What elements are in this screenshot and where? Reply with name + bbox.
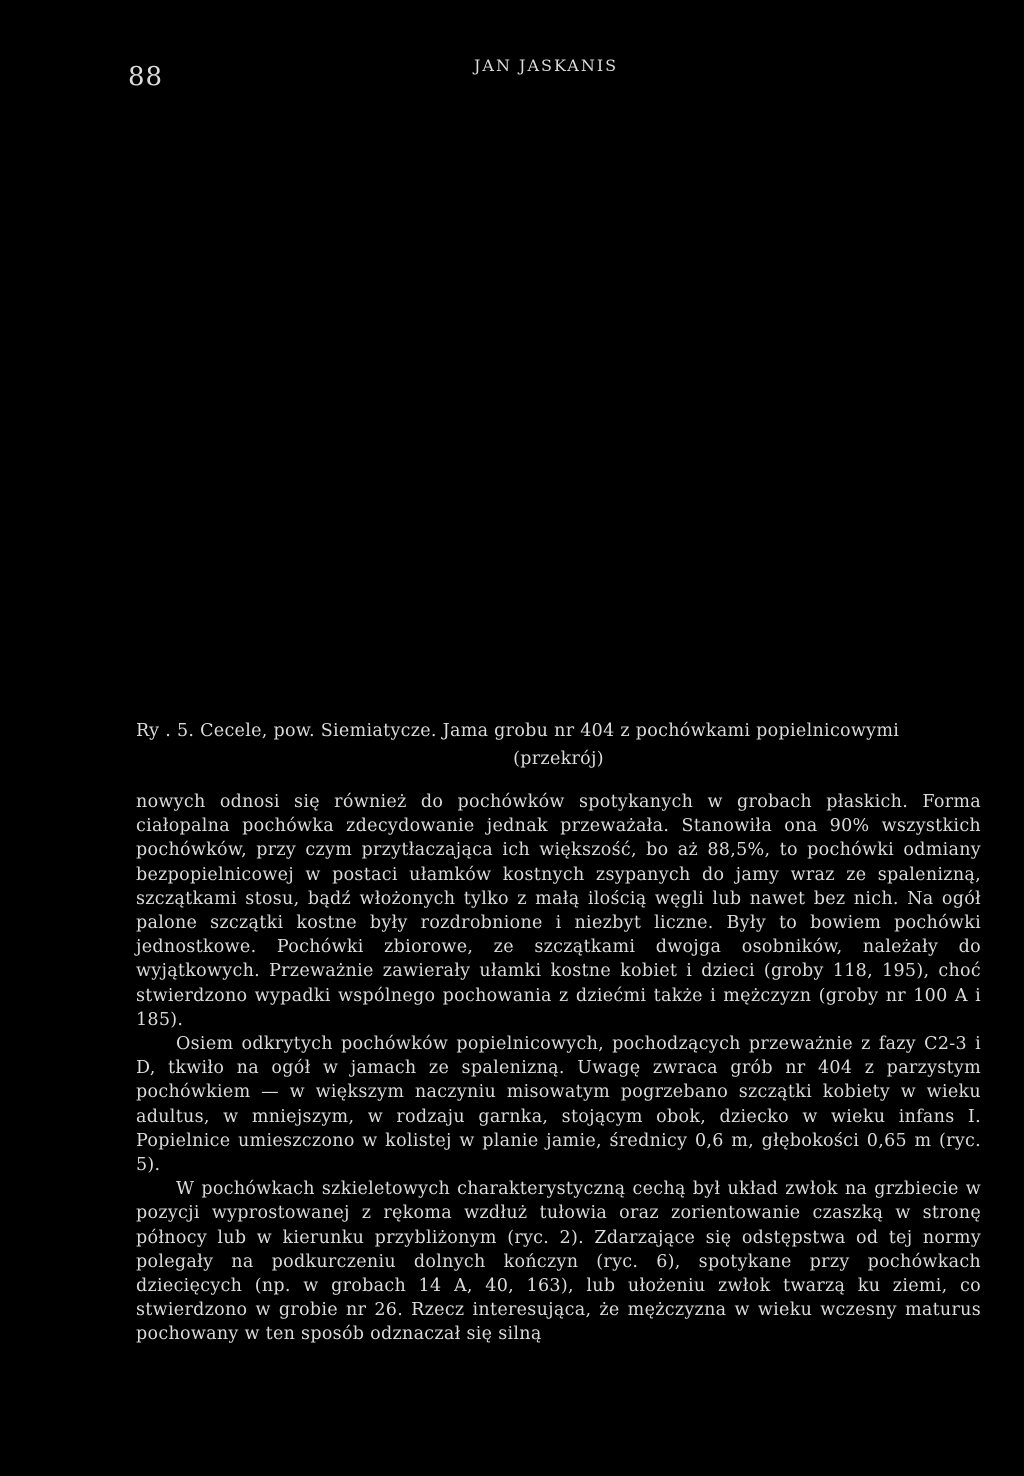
page-number: 88 [128,62,164,92]
figure-caption [136,717,981,773]
paragraph-1: nowych odnosi się również do pochówków spotykanych w grobach płaskich. Forma ciałopalna pochówka zdecydowanie jednak przeważała. Stanowiła ona 90% wszystkich pochówków, przy czym przytłaczająca ich większość, bo aż 88,5%, to pochówki odmiany bezpopielnicowej w postaci ułamków kostnych zsypanych do jamy wraz ze spalenizną, szczątkami stosu, bądź włożonych tylko z małą ilością węgli lub nawet bez nich. Na ogół palone szczątki kostne były rozdrobnione i niezbyt liczne. Były to bowiem pochówki jednostkowe. Pochówki zbiorowe, ze szczątkami dwojga osobników, należały do wyjątkowych. Przeważnie zawierały ułamki kostne kobiet i dzieci (groby 118, 195), choć stwierdzono wypadki wspólnego pochowania z dziećmi także i mężczyzn (groby nr 100 A i 185). [136,792,981,1030]
body-text [136,790,981,1347]
caption-line-1: Ry . 5. Cecele, pow. Siemiatycze. Jama grobu nr 404 z pochówkami popielnicowymi [136,721,900,741]
paragraph-2: Osiem odkrytych pochówków popielnicowych, pochodzących przeważnie z fazy C2-3 i D, tkwiło na ogół w jamach ze spalenizną. Uwagę zwraca grób nr 404 z parzystym pochówkiem — w większym naczyniu misowatym pogrzebano szczątki kobiety w wieku adultus, w mniejszym, w rodzaju garnka, stojącym obok, dziecko w wieku infans I. Popielnice umieszczono w kolistej w planie jamie, średnicy 0,6 m, głębokości 0,65 m (ryc. 5). [136,1034,981,1176]
running-head: JAN JASKANIS [474,56,619,75]
figure-image [120,110,980,695]
paragraph-3: W pochówkach szkieletowych charakterystyczną cechą był układ zwłok na grzbiecie w pozycji wyprostowanej z rękoma wzdłuż tułowia oraz zorientowanie czaszką w stronę północy lub w kierunku przybliżonym (ryc. 2). Zdarzające się odstępstwa od tej normy polegały na podkurczeniu dolnych kończyn (ryc. 6), spotykane przy pochówkach dziecięcych (np. w grobach 14 A, 40, 163), lub ułożeniu zwłok twarzą ku ziemi, co stwierdzono w grobie nr 26. Rzecz interesująca, że mężczyzna w wieku wczesny maturus pochowany w ten sposób odznaczał się silną [136,1179,981,1345]
caption-line-2: (przekrój) [513,749,604,769]
